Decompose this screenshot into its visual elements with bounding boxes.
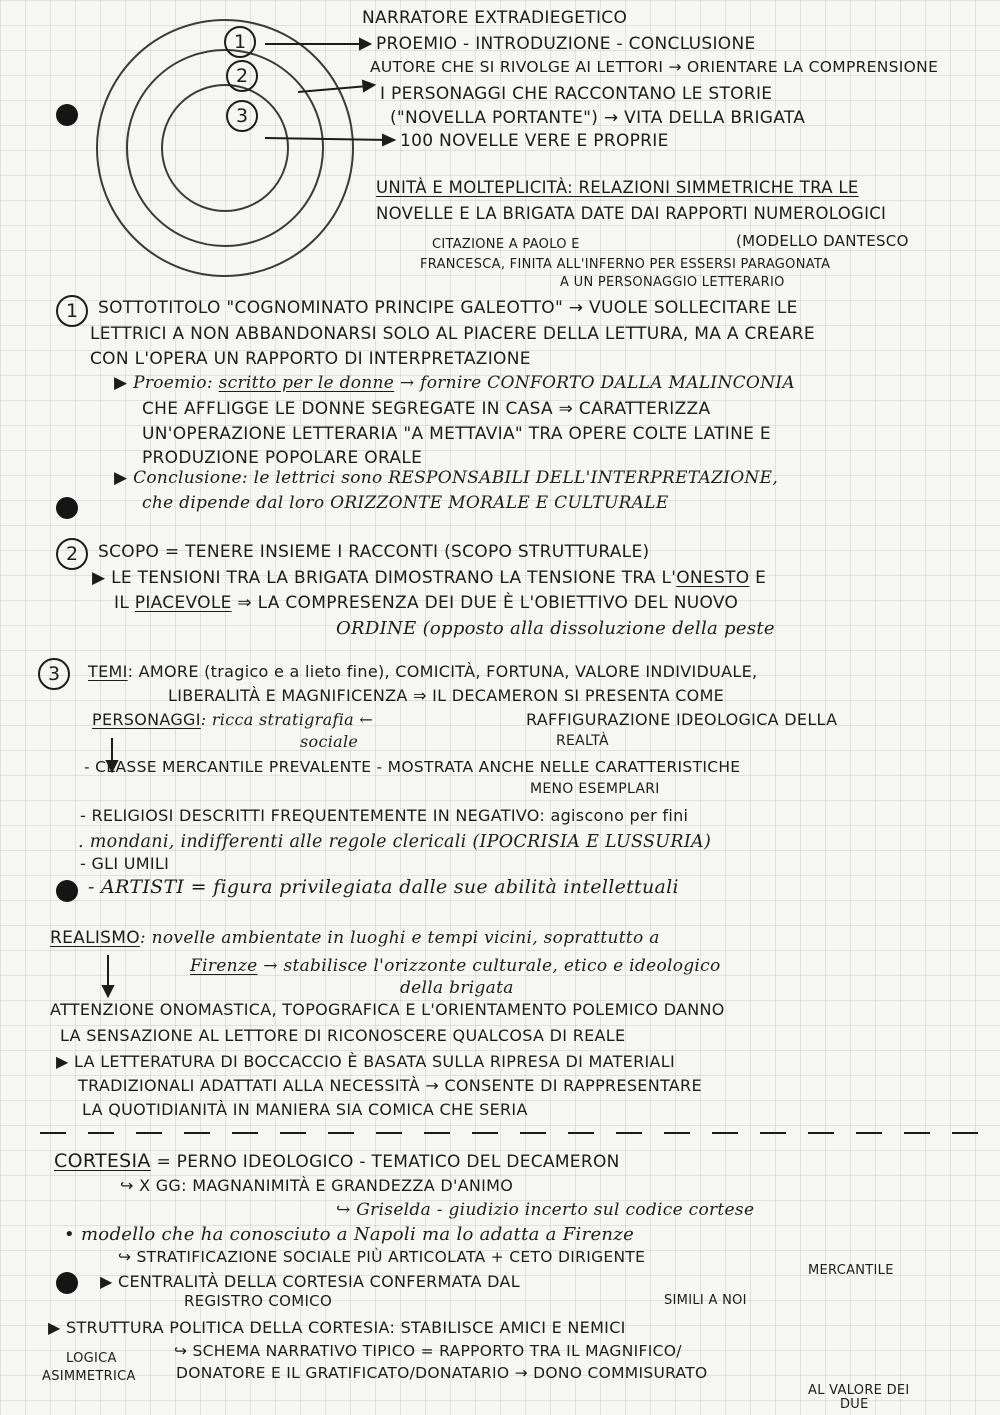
s1-proemio-line-3: PRODUZIONE POPOLARE ORALE bbox=[142, 448, 423, 468]
level-2-text: I PERSONAGGI CHE RACCONTANO LE STORIE bbox=[380, 84, 773, 104]
bullet-arrow-icon: ▶ bbox=[92, 568, 106, 588]
realismo-line-7: TRADIZIONALI ADATTATI ALLA NECESSITÀ → CONSENTE DI RAPPRESENTARE bbox=[78, 1076, 702, 1095]
realismo-line-1: REALISMO: novelle ambientate in luoghi e tempi vicini, soprattutto a bbox=[50, 928, 660, 948]
cortesia-line-6: ▶ CENTRALITÀ DELLA CORTESIA CONFERMATA DAL bbox=[100, 1272, 520, 1291]
unita-note-a: CITAZIONE A PAOLO E bbox=[432, 237, 580, 252]
realismo-line-8: LA QUOTIDIANITÀ IN MANIERA SIA COMICA CHE SERIA bbox=[82, 1100, 528, 1119]
cortesia-label: CORTESIA bbox=[54, 1150, 151, 1172]
realismo-line-5: LA SENSAZIONE AL LETTORE DI RICONOSCERE QUALCOSA DI REALE bbox=[60, 1026, 626, 1045]
s1-conclusione: ▶ Conclusione: le lettrici sono RESPONSABILI DELL'INTERPRETAZIONE, bbox=[114, 468, 779, 488]
bullet-arrow-icon: ▶ bbox=[48, 1318, 61, 1337]
s3-temi: TEMI: AMORE (tragico e a lieto fine), COMICITÀ, FORTUNA, VALORE INDIVIDUALE, bbox=[88, 662, 758, 681]
realismo-line-4: ATTENZIONE ONOMASTICA, TOPOGRAFICA E L'ORIENTAMENTO POLEMICO DANNO bbox=[50, 1000, 725, 1019]
level-1-text: PROEMIO - INTRODUZIONE - CONCLUSIONE bbox=[376, 34, 756, 54]
ring-number-2: 2 bbox=[226, 60, 258, 92]
s1-line-2: LETTRICI A NON ABBANDONARSI SOLO AL PIACERE DELLA LETTURA, MA A CREARE bbox=[90, 324, 815, 344]
cortesia-line-2: ↪ X GG: MAGNANIMITÀ E GRANDEZZA D'ANIMO bbox=[120, 1176, 514, 1195]
level-3-text: 100 NOVELLE VERE E PROPRIE bbox=[400, 131, 669, 151]
s3-classe-b: MENO ESEMPLARI bbox=[530, 781, 660, 797]
section-2-number: 2 bbox=[56, 538, 88, 570]
ring-number-3: 3 bbox=[226, 100, 258, 132]
cortesia-line-9: ↪ SCHEMA NARRATIVO TIPICO = RAPPORTO TRA IL MAGNIFICO/ bbox=[174, 1342, 682, 1360]
asimmetrica-label: ASIMMETRICA bbox=[42, 1369, 136, 1384]
unita-note-b: (MODELLO DANTESCO bbox=[736, 232, 909, 250]
ring-number-1: 1 bbox=[224, 26, 256, 58]
s1-line-1: SOTTOTITOLO "COGNOMINATO PRINCIPE GALEOTTO" → VUOLE SOLLECITARE LE bbox=[98, 298, 798, 318]
s3-temi-2: LIBERALITÀ E MAGNIFICENZA ⇒ IL DECAMERON SI PRESENTA COME bbox=[168, 686, 725, 705]
cortesia-line-4: • modello che ha conosciuto a Napoli ma lo adatta a Firenze bbox=[64, 1224, 635, 1245]
level-1-author: AUTORE CHE SI RIVOLGE AI LETTORI → ORIENTARE LA COMPRENSIONE bbox=[370, 58, 939, 76]
s1-proemio bbox=[114, 375, 795, 392]
s3-personaggi-b: RAFFIGURAZIONE IDEOLOGICA DELLA bbox=[526, 710, 838, 729]
proemio-label: Proemio: bbox=[133, 373, 213, 393]
realismo-line-2: Firenze → stabilisce l'orizzonte culturale, etico e ideologico bbox=[190, 956, 721, 976]
bullet-arrow-icon: ▶ bbox=[114, 373, 128, 393]
cortesia-line-7b: SIMILI A NOI bbox=[664, 1293, 747, 1308]
s1-line-3: CON L'OPERA UN RAPPORTO DI INTERPRETAZIONE bbox=[90, 349, 531, 369]
s1-proemio-line-1: CHE AFFLIGGE LE DONNE SEGREGATE IN CASA ⇒ CARATTERIZZA bbox=[142, 399, 711, 419]
bullet-arrow-icon: ▶ bbox=[100, 1272, 113, 1291]
s3-umili: - GLI UMILI bbox=[80, 854, 170, 873]
s1-proemio-line-2: UN'OPERAZIONE LETTERARIA "A METTAVIA" TRA OPERE COLTE LATINE E bbox=[142, 424, 771, 444]
cortesia-line-5: ↪ STRATIFICAZIONE SOCIALE PIÙ ARTICOLATA + CETO DIRIGENTE bbox=[118, 1248, 646, 1266]
section-1-number: 1 bbox=[56, 295, 88, 327]
unita-line-1: UNITÀ E MOLTEPLICITÀ: RELAZIONI SIMMETRICHE TRA LE bbox=[376, 178, 859, 197]
realismo-line-6: ▶ LA LETTERATURA DI BOCCACCIO È BASATA SULLA RIPRESA DI MATERIALI bbox=[56, 1052, 675, 1071]
s3-religiosi: - RELIGIOSI DESCRITTI FREQUENTEMENTE IN NEGATIVO: agiscono per fini bbox=[80, 806, 689, 825]
logica-label: LOGICA bbox=[66, 1351, 117, 1366]
s3-artisti: - ARTISTI = figura privilegiata dalle sue abilità intellettuali bbox=[88, 876, 679, 898]
middle-ring bbox=[127, 50, 323, 246]
cortesia-line-5b: MERCANTILE bbox=[808, 1263, 894, 1278]
proemio-underlined: scritto per le donne bbox=[218, 373, 395, 393]
cortesia-line-11: AL VALORE DEI bbox=[808, 1383, 910, 1398]
cortesia-line-8: ▶ STRUTTURA POLITICA DELLA CORTESIA: STABILISCE AMICI E NEMICI bbox=[48, 1318, 626, 1337]
cortesia-line-3: ↪ Griselda - giudizio incerto sul codice cortese bbox=[336, 1200, 755, 1220]
cortesia-line-7: REGISTRO COMICO bbox=[184, 1292, 333, 1310]
s2-line-4: ORDINE (opposto alla dissoluzione della peste bbox=[336, 618, 775, 639]
s3-religiosi-b: . mondani, indifferenti alle regole clericali (IPOCRISIA E LUSSURIA) bbox=[78, 832, 712, 852]
s2-line-1: SCOPO = TENERE INSIEME I RACCONTI (SCOPO STRUTTURALE) bbox=[98, 542, 650, 562]
level-2-detail: ("NOVELLA PORTANTE") → VITA DELLA BRIGATA bbox=[390, 108, 806, 128]
unita-note-d: A UN PERSONAGGIO LETTERARIO bbox=[560, 275, 785, 290]
narrator-heading: NARRATORE EXTRADIEGETICO bbox=[362, 8, 628, 28]
s3-classe: - CLASSE MERCANTILE PREVALENTE - MOSTRATA ANCHE NELLE CARATTERISTICHE bbox=[84, 758, 741, 776]
realismo-label: REALISMO bbox=[50, 928, 140, 948]
unita-line-2: NOVELLE E LA BRIGATA DATE DAI RAPPORTI NUMEROLOGICI bbox=[376, 204, 887, 223]
s3-personaggi-c: sociale bbox=[300, 732, 359, 751]
section-3-number: 3 bbox=[38, 658, 70, 690]
proemio-rest: → fornire CONFORTO DALLA MALINCONIA bbox=[399, 373, 795, 393]
bullet-arrow-icon: ▶ bbox=[56, 1052, 69, 1071]
s3-personaggi: PERSONAGGI: ricca stratigrafia ← bbox=[92, 710, 374, 729]
inner-ring bbox=[162, 85, 288, 211]
outer-ring bbox=[97, 20, 353, 276]
s1-conclusione-2: che dipende dal loro ORIZZONTE MORALE E CULTURALE bbox=[142, 493, 669, 513]
cortesia-line-1: CORTESIA = PERNO IDEOLOGICO - TEMATICO DEL DECAMERON bbox=[54, 1150, 620, 1172]
realismo-line-3: della brigata bbox=[400, 978, 514, 998]
s3-personaggi-d: REALTÀ bbox=[556, 733, 609, 749]
s2-line-3: IL PIACEVOLE ⇒ LA COMPRESENZA DEI DUE È L'OBIETTIVO DEL NUOVO bbox=[114, 593, 739, 613]
s2-line-2: ▶ LE TENSIONI TRA LA BRIGATA DIMOSTRANO LA TENSIONE TRA L'ONESTO E bbox=[92, 568, 767, 588]
bullet-arrow-icon: ▶ bbox=[114, 468, 128, 488]
cortesia-line-10: DONATORE E IL GRATIFICATO/DONATARIO → DONO COMMISURATO bbox=[176, 1364, 708, 1382]
cortesia-line-12: DUE bbox=[840, 1397, 869, 1412]
unita-note-c: FRANCESCA, FINITA ALL'INFERNO PER ESSERSI PARAGONATA bbox=[420, 257, 831, 272]
